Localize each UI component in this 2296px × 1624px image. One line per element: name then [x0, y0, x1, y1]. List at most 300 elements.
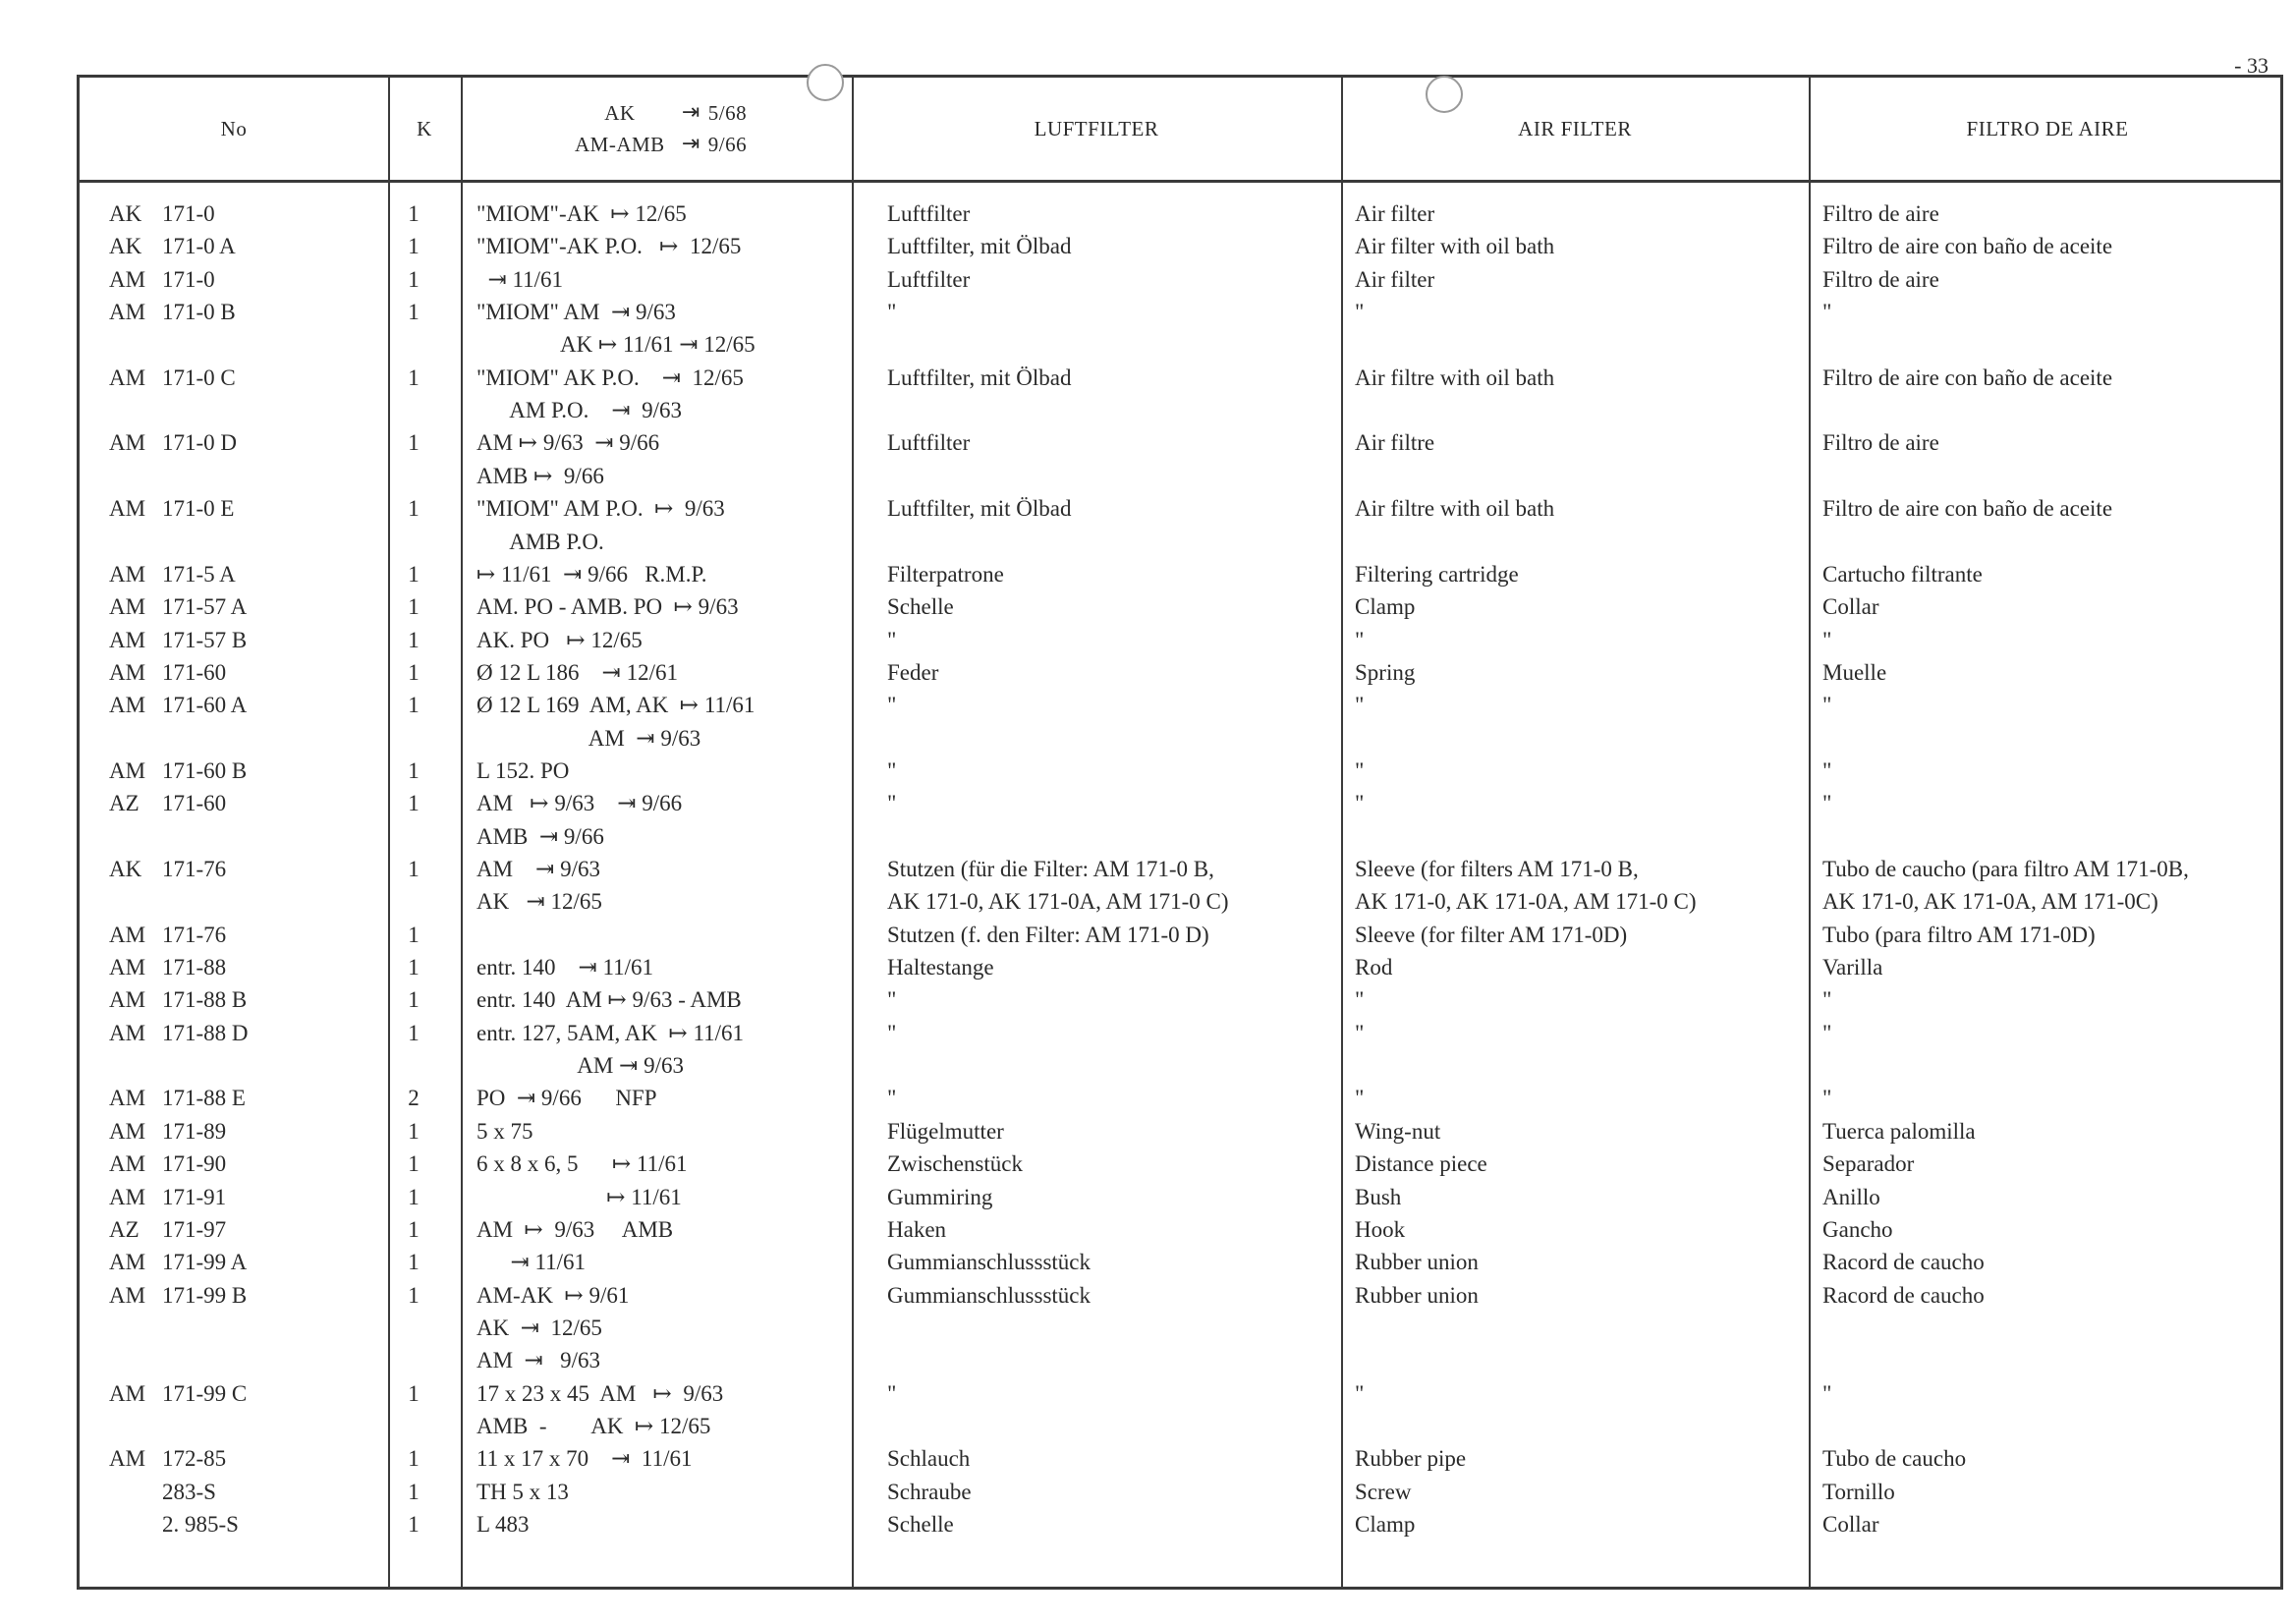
- part-number: [109, 526, 355, 558]
- desc-german: Gummiring: [887, 1184, 993, 1209]
- quantity: 1: [408, 1118, 420, 1144]
- desc-spanish: Racord de caucho: [1822, 1250, 1985, 1275]
- spec: AM-AK ↦ 9/61: [476, 1282, 630, 1308]
- part-number: [109, 492, 355, 525]
- table-row: [80, 296, 2280, 328]
- part-number: [109, 1410, 355, 1442]
- quantity: 1: [408, 857, 420, 881]
- desc-german: Flügelmutter: [887, 1118, 1004, 1144]
- quantity: 1: [408, 1282, 420, 1308]
- part-number: [109, 1181, 355, 1213]
- desc-english: ": [1355, 693, 1365, 718]
- desc-german: ": [887, 757, 897, 783]
- table-row: [80, 558, 2280, 590]
- part-code: 171-0 D: [162, 430, 238, 456]
- desc-spanish: Filtro de aire: [1822, 430, 1939, 456]
- table-row: [80, 951, 2280, 983]
- part-prefix: AM: [109, 987, 146, 1013]
- desc-english: Rubber union: [1355, 1250, 1479, 1275]
- desc-german: ": [887, 1020, 897, 1045]
- part-code: 171-88 D: [162, 1020, 249, 1045]
- desc-english: Spring: [1355, 659, 1416, 685]
- desc-english: ": [1355, 757, 1365, 783]
- part-number: [109, 1344, 355, 1376]
- part-number: [109, 1508, 355, 1540]
- desc-english: Sleeve (for filter AM 171-0D): [1355, 922, 1628, 947]
- desc-spanish: Collar: [1822, 594, 1879, 620]
- part-code: 171-76: [162, 857, 227, 881]
- table-row: [80, 919, 2280, 951]
- desc-spanish: Gancho: [1822, 1216, 1893, 1242]
- quantity: 1: [408, 1380, 420, 1406]
- part-prefix: AM: [109, 1380, 146, 1406]
- desc-german: Schelle: [887, 594, 954, 620]
- desc-german: Luftfilter, mit Ölbad: [887, 496, 1072, 522]
- quantity: 1: [408, 627, 420, 652]
- part-prefix: AZ: [109, 1216, 140, 1242]
- part-code: 171-76: [162, 922, 227, 947]
- desc-spanish: Racord de caucho: [1822, 1282, 1985, 1308]
- table-row: [80, 1148, 2280, 1180]
- table-row: [80, 362, 2280, 394]
- parts-table: [77, 75, 2283, 1590]
- spec: AMB - AK ↦ 12/65: [476, 1413, 711, 1438]
- part-prefix: AM: [109, 1151, 146, 1177]
- desc-german: ": [887, 300, 897, 325]
- desc-german: ": [887, 693, 897, 718]
- part-prefix: AM: [109, 430, 146, 456]
- spec: AM ⇥ 9/63: [476, 1348, 600, 1373]
- part-number: [109, 1082, 355, 1114]
- spec: entr. 140 AM ↦ 9/63 - AMB: [476, 987, 742, 1013]
- header-no: No: [220, 116, 248, 140]
- part-number: [109, 656, 355, 689]
- table-row: [80, 394, 2280, 426]
- part-code: 171-60: [162, 659, 227, 685]
- spec: PO ⇥ 9/66 NFP: [476, 1086, 657, 1111]
- part-prefix: AK: [109, 857, 142, 881]
- spec: AM P.O. ⇥ 9/63: [476, 398, 683, 423]
- part-number: [109, 558, 355, 590]
- desc-english: ": [1355, 791, 1365, 816]
- desc-german: Feder: [887, 659, 939, 685]
- quantity: 1: [408, 955, 420, 980]
- quantity: 1: [408, 364, 420, 390]
- desc-german: Luftfilter: [887, 201, 971, 226]
- table-row: [80, 787, 2280, 819]
- desc-english: Distance piece: [1355, 1151, 1487, 1177]
- desc-spanish: ": [1822, 1086, 1832, 1111]
- part-code: 171-0: [162, 201, 215, 226]
- table-row: [80, 460, 2280, 492]
- part-number: [109, 1213, 355, 1246]
- part-prefix: AM: [109, 693, 146, 718]
- header-spec-line: AM-AMB ⇥ 9/66: [566, 129, 747, 160]
- desc-german: Haken: [887, 1216, 947, 1242]
- part-prefix: AM: [109, 1446, 146, 1472]
- table-row: [80, 624, 2280, 656]
- part-number: [109, 1049, 355, 1082]
- table-row: [80, 1344, 2280, 1376]
- desc-german: Haltestange: [887, 955, 994, 980]
- desc-english: ": [1355, 1086, 1365, 1111]
- quantity: 1: [408, 594, 420, 620]
- header-german: LUFTFILTER: [1034, 116, 1159, 140]
- table-row: [80, 722, 2280, 755]
- spec: 6 x 8 x 6, 5 ↦ 11/61: [476, 1151, 688, 1177]
- spec: AK ⇥ 12/65: [476, 889, 602, 915]
- spec: entr. 140 ⇥ 11/61: [476, 955, 654, 980]
- part-prefix: AM: [109, 1184, 146, 1209]
- desc-english: Air filtre: [1355, 430, 1435, 456]
- desc-english: Wing-nut: [1355, 1118, 1441, 1144]
- part-prefix: AM: [109, 955, 146, 980]
- desc-german: ": [887, 627, 897, 652]
- desc-german: ": [887, 791, 897, 816]
- part-number: [109, 230, 355, 262]
- spec: 17 x 23 x 45 AM ↦ 9/63: [476, 1380, 724, 1406]
- part-code: 171-99 B: [162, 1282, 248, 1308]
- desc-english: ": [1355, 1020, 1365, 1045]
- part-number: [109, 296, 355, 328]
- part-code: 171-97: [162, 1216, 227, 1242]
- spec: AK. PO ↦ 12/65: [476, 627, 643, 652]
- desc-spanish: Filtro de aire con baño de aceite: [1822, 364, 2113, 390]
- desc-german: Luftfilter: [887, 430, 971, 456]
- table-row: [80, 656, 2280, 689]
- desc-english: Rod: [1355, 955, 1393, 980]
- part-number: [109, 1279, 355, 1312]
- desc-spanish: Muelle: [1822, 659, 1887, 685]
- table-row: [80, 590, 2280, 623]
- part-number: [109, 1115, 355, 1148]
- part-code: 171-88 B: [162, 987, 248, 1013]
- desc-english: ": [1355, 300, 1365, 325]
- spec: entr. 127, 5AM, AK ↦ 11/61: [476, 1020, 745, 1045]
- part-prefix: AM: [109, 496, 146, 522]
- part-prefix: AM: [109, 561, 146, 587]
- table-row: [80, 853, 2280, 885]
- part-code: 171-88 E: [162, 1086, 246, 1111]
- spec: ⇥ 11/61: [476, 266, 564, 292]
- table-row: [80, 426, 2280, 459]
- part-number: [109, 689, 355, 721]
- quantity: 1: [408, 1184, 420, 1209]
- desc-spanish: Tubo de caucho: [1822, 1446, 1967, 1472]
- desc-german: Gummianschlussstück: [887, 1250, 1091, 1275]
- table-row: [80, 1279, 2280, 1312]
- part-number: [109, 1017, 355, 1049]
- part-number: [109, 1442, 355, 1475]
- desc-german: Schelle: [887, 1512, 954, 1537]
- table-row: [80, 1377, 2280, 1410]
- desc-spanish: Tubo (para filtro AM 171-0D): [1822, 922, 2096, 947]
- desc-spanish: Cartucho filtrante: [1822, 561, 1983, 587]
- quantity: 1: [408, 496, 420, 522]
- quantity: 1: [408, 201, 420, 226]
- spec: AM ↦ 9/63 AMB: [476, 1216, 674, 1242]
- desc-german: ": [887, 1086, 897, 1111]
- part-code: 171-0 E: [162, 496, 235, 522]
- spec: AM ⇥ 9/63: [476, 725, 701, 751]
- table-row: [80, 1442, 2280, 1475]
- quantity: 1: [408, 1020, 420, 1045]
- desc-spanish: ": [1822, 757, 1832, 783]
- desc-german: Stutzen (für die Filter: AM 171-0 B,: [887, 857, 1214, 881]
- desc-spanish: Varilla: [1822, 955, 1883, 980]
- quantity: 1: [408, 757, 420, 783]
- desc-spanish: Tubo de caucho (para filtro AM 171-0B,: [1822, 857, 2189, 881]
- part-prefix: AM: [109, 594, 146, 620]
- quantity: 1: [408, 1479, 420, 1504]
- table-row: [80, 492, 2280, 525]
- desc-german: Schraube: [887, 1479, 972, 1504]
- table-row: [80, 1246, 2280, 1278]
- quantity: 1: [408, 1216, 420, 1242]
- quantity: 1: [408, 987, 420, 1013]
- quantity: 1: [408, 659, 420, 685]
- table-row: [80, 1082, 2280, 1114]
- spec: AM ⇥ 9/63: [476, 1053, 684, 1079]
- spec: "MIOM" AM ⇥ 9/63: [476, 300, 676, 325]
- desc-english: AK 171-0, AK 171-0A, AM 171-0 C): [1355, 889, 1697, 915]
- desc-spanish: ": [1822, 1020, 1832, 1045]
- part-prefix: AM: [109, 364, 146, 390]
- spec: AK ↦ 11/61 ⇥ 12/65: [476, 332, 756, 358]
- part-number: [109, 590, 355, 623]
- desc-german: ": [887, 1380, 897, 1406]
- desc-english: Hook: [1355, 1216, 1406, 1242]
- spec: AMB P.O.: [476, 529, 604, 554]
- spec: AMB ↦ 9/66: [476, 463, 604, 488]
- part-code: 171-0: [162, 266, 215, 292]
- spec: Ø 12 L 169 AM, AK ↦ 11/61: [476, 693, 756, 718]
- quantity: 1: [408, 693, 420, 718]
- desc-english: Air filter: [1355, 266, 1435, 292]
- part-code: 2. 985-S: [162, 1512, 239, 1537]
- spec: ↦ 11/61: [476, 1184, 682, 1209]
- desc-spanish: ": [1822, 1380, 1832, 1406]
- table-row: [80, 820, 2280, 853]
- desc-english: Screw: [1355, 1479, 1412, 1504]
- part-prefix: AM: [109, 1250, 146, 1275]
- spec: AM ↦ 9/63 ⇥ 9/66: [476, 430, 660, 456]
- part-number: [109, 426, 355, 459]
- spec: AM. PO - AMB. PO ↦ 9/63: [476, 594, 739, 620]
- spec: ⇥ 11/61: [476, 1250, 587, 1275]
- table-row: [80, 197, 2280, 230]
- stop-arrow-icon: ⇥: [681, 132, 700, 156]
- spec: AM ↦ 9/63 ⇥ 9/66: [476, 791, 683, 816]
- desc-english: Air filtre with oil bath: [1355, 364, 1555, 390]
- part-code: 171-57 A: [162, 594, 248, 620]
- part-number: [109, 820, 355, 853]
- desc-english: Clamp: [1355, 594, 1416, 620]
- desc-english: Air filter with oil bath: [1355, 234, 1555, 259]
- desc-spanish: ": [1822, 300, 1832, 325]
- quantity: 1: [408, 1151, 420, 1177]
- part-number: [109, 1246, 355, 1278]
- quantity: 1: [408, 430, 420, 456]
- part-number: [109, 885, 355, 918]
- table-row: [80, 263, 2280, 296]
- quantity: 2: [408, 1086, 420, 1111]
- desc-english: Air filtre with oil bath: [1355, 496, 1555, 522]
- desc-german: Luftfilter, mit Ölbad: [887, 364, 1072, 390]
- part-prefix: AM: [109, 659, 146, 685]
- part-prefix: AM: [109, 300, 146, 325]
- part-number: [109, 460, 355, 492]
- part-number: [109, 983, 355, 1016]
- part-prefix: AM: [109, 627, 146, 652]
- desc-english: Clamp: [1355, 1512, 1416, 1537]
- desc-german: Gummianschlussstück: [887, 1282, 1091, 1308]
- part-prefix: AM: [109, 1282, 146, 1308]
- quantity: 1: [408, 300, 420, 325]
- table-row: [80, 230, 2280, 262]
- quantity: 1: [408, 561, 420, 587]
- table-row: [80, 526, 2280, 558]
- quantity: 1: [408, 922, 420, 947]
- part-code: 171-60 B: [162, 757, 248, 783]
- table-row: [80, 1115, 2280, 1148]
- table-row: [80, 1213, 2280, 1246]
- desc-english: Bush: [1355, 1184, 1402, 1209]
- desc-spanish: ": [1822, 693, 1832, 718]
- desc-spanish: ": [1822, 791, 1832, 816]
- spec: AK ⇥ 12/65: [476, 1315, 602, 1340]
- table-row: [80, 1410, 2280, 1442]
- part-code: 171-99 A: [162, 1250, 248, 1275]
- part-code: 171-0 B: [162, 300, 236, 325]
- part-number: [109, 951, 355, 983]
- table-row: [80, 328, 2280, 361]
- table-row: [80, 755, 2280, 787]
- part-number: [109, 1312, 355, 1344]
- desc-german: Luftfilter, mit Ölbad: [887, 234, 1072, 259]
- header-spec-line: AK ⇥ 5/68: [566, 97, 747, 129]
- quantity: 1: [408, 791, 420, 816]
- part-code: 171-99 C: [162, 1380, 248, 1406]
- part-number: [109, 1377, 355, 1410]
- desc-spanish: Anillo: [1822, 1184, 1880, 1209]
- desc-english: ": [1355, 1380, 1365, 1406]
- spec: L 483: [476, 1512, 530, 1537]
- desc-english: Rubber pipe: [1355, 1446, 1467, 1472]
- part-number: [109, 1148, 355, 1180]
- quantity: 1: [408, 234, 420, 259]
- spec: L 152. PO: [476, 757, 570, 783]
- part-code: 171-88: [162, 955, 227, 980]
- part-code: 171-5 A: [162, 561, 236, 587]
- spec: AMB ⇥ 9/66: [476, 823, 604, 849]
- desc-german: Zwischenstück: [887, 1151, 1023, 1177]
- part-code: 171-57 B: [162, 627, 248, 652]
- part-number: [109, 919, 355, 951]
- spec: AM ⇥ 9/63: [476, 857, 600, 881]
- part-prefix: AM: [109, 757, 146, 783]
- desc-spanish: ": [1822, 627, 1832, 652]
- desc-english: Filtering cartridge: [1355, 561, 1519, 587]
- part-number: [109, 1476, 355, 1508]
- desc-spanish: AK 171-0, AK 171-0A, AM 171-0C): [1822, 889, 2158, 915]
- desc-spanish: Tornillo: [1822, 1479, 1895, 1504]
- spec: "MIOM"-AK ↦ 12/65: [476, 201, 687, 226]
- desc-english: Air filter: [1355, 201, 1435, 226]
- part-number: [109, 722, 355, 755]
- desc-spanish: ": [1822, 987, 1832, 1013]
- desc-english: ": [1355, 627, 1365, 652]
- stop-arrow-icon: ⇥: [681, 100, 700, 125]
- part-prefix: AM: [109, 1086, 146, 1111]
- quantity: 1: [408, 1250, 420, 1275]
- spec: Ø 12 L 186 ⇥ 12/61: [476, 659, 678, 685]
- part-number: [109, 394, 355, 426]
- page-number: - 33: [2234, 53, 2268, 78]
- part-prefix: AM: [109, 266, 146, 292]
- table-row: [80, 689, 2280, 721]
- part-code: 171-60: [162, 791, 227, 816]
- spec: 11 x 17 x 70 ⇥ 11/61: [476, 1446, 693, 1472]
- part-code: 171-0 C: [162, 364, 236, 390]
- part-prefix: AK: [109, 234, 142, 259]
- part-code: 171-0 A: [162, 234, 236, 259]
- desc-spanish: Collar: [1822, 1512, 1879, 1537]
- desc-spanish: Tuerca palomilla: [1822, 1118, 1976, 1144]
- table-row: [80, 1017, 2280, 1049]
- part-number: [109, 328, 355, 361]
- part-code: 171-60 A: [162, 693, 248, 718]
- spec: "MIOM" AK P.O. ⇥ 12/65: [476, 364, 744, 390]
- desc-german: Stutzen (f. den Filter: AM 171-0 D): [887, 922, 1209, 947]
- header-spanish: FILTRO DE AIRE: [1966, 116, 2129, 140]
- desc-english: Sleeve (for filters AM 171-0 B,: [1355, 857, 1639, 881]
- part-number: [109, 787, 355, 819]
- desc-spanish: Separador: [1822, 1151, 1915, 1177]
- quantity: 1: [408, 1512, 420, 1537]
- table-row: [80, 983, 2280, 1016]
- part-code: 283-S: [162, 1479, 216, 1504]
- table-row: [80, 1312, 2280, 1344]
- part-prefix: AM: [109, 1020, 146, 1045]
- desc-english: Rubber union: [1355, 1282, 1479, 1308]
- desc-german: ": [887, 987, 897, 1013]
- spec: "MIOM"-AK P.O. ↦ 12/65: [476, 234, 742, 259]
- part-code: 171-91: [162, 1184, 227, 1209]
- quantity: 1: [408, 266, 420, 292]
- table-row: [80, 1049, 2280, 1082]
- header-spec: [461, 78, 852, 180]
- part-code: 171-89: [162, 1118, 227, 1144]
- desc-spanish: Filtro de aire: [1822, 266, 1939, 292]
- part-number: [109, 362, 355, 394]
- header-english: AIR FILTER: [1518, 116, 1632, 140]
- part-number: [109, 755, 355, 787]
- table-row: [80, 1476, 2280, 1508]
- part-number: [109, 624, 355, 656]
- desc-german: Schlauch: [887, 1446, 971, 1472]
- table-row: [80, 1181, 2280, 1213]
- header-k: K: [417, 116, 432, 140]
- desc-spanish: Filtro de aire con baño de aceite: [1822, 234, 2113, 259]
- part-code: 172-85: [162, 1446, 227, 1472]
- part-number: [109, 853, 355, 885]
- spec: "MIOM" AM P.O. ↦ 9/63: [476, 496, 725, 522]
- spec: ↦ 11/61 ⇥ 9/66 R.M.P.: [476, 561, 707, 587]
- spec: 5 x 75: [476, 1118, 533, 1144]
- desc-german: Luftfilter: [887, 266, 971, 292]
- desc-english: ": [1355, 987, 1365, 1013]
